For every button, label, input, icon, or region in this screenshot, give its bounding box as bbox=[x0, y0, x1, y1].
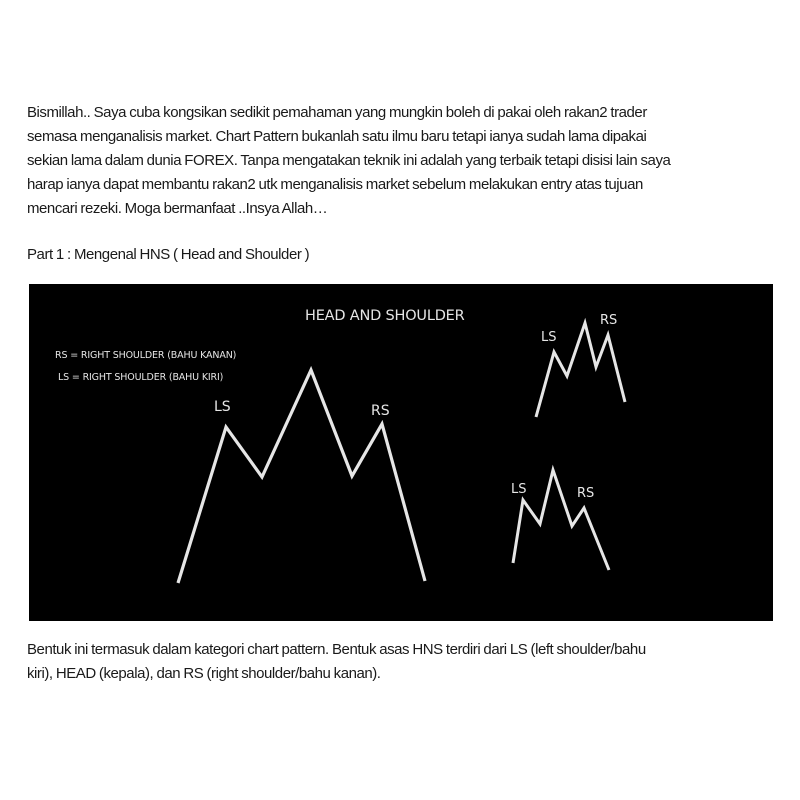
bottom-right-pattern-line bbox=[513, 470, 609, 570]
section-heading bbox=[27, 243, 787, 267]
legend-ls: LS = RIGHT SHOULDER (BAHU KIRI) bbox=[58, 372, 224, 383]
clipped-text-fragment bbox=[27, 703, 787, 711]
legend-rs: RS = RIGHT SHOULDER (BAHU KANAN) bbox=[55, 350, 237, 361]
intro-line: mencari rezeki. Moga bermanfaat ..Insya Allah… bbox=[27, 200, 328, 217]
intro-line: Bismillah.. Saya cuba kongsikan sedikit pemahaman yang mungkin boleh di pakai oleh rakan2 trader bbox=[27, 104, 647, 121]
head-and-shoulder-figure bbox=[29, 284, 773, 621]
bottom-right-rs-label: RS bbox=[577, 486, 595, 501]
top-right-rs-label: RS bbox=[600, 313, 618, 328]
main-rs-label: RS bbox=[371, 403, 390, 419]
figure-title: HEAD AND SHOULDER bbox=[305, 308, 465, 324]
intro-line: harap ianya dapat membantu rakan2 utk menganalisis market sebelum melakukan entry atas tujuan bbox=[27, 176, 643, 193]
top-right-ls-label: LS bbox=[541, 330, 557, 345]
intro-line: sekian lama dalam dunia FOREX. Tanpa mengatakan teknik ini adalah yang terbaik tetapi disisi lain saya bbox=[27, 152, 671, 169]
description-line: Bentuk ini termasuk dalam kategori chart pattern. Bentuk asas HNS terdiri dari LS (left shoulder/bahu bbox=[27, 641, 646, 658]
pattern-lines bbox=[29, 284, 773, 621]
intro-line: semasa menganalisis market. Chart Pattern bukanlah satu ilmu baru tetapi ianya sudah lama dipakai bbox=[27, 128, 647, 145]
intro-paragraph bbox=[27, 101, 787, 221]
main-ls-label: LS bbox=[214, 399, 231, 415]
description-paragraph bbox=[27, 638, 787, 686]
bottom-right-ls-label: LS bbox=[511, 482, 527, 497]
description-line: kiri), HEAD (kepala), dan RS (right shoulder/bahu kanan). bbox=[27, 665, 381, 682]
section-heading-text: Part 1 : Mengenal HNS ( Head and Shoulder ) bbox=[27, 246, 310, 263]
